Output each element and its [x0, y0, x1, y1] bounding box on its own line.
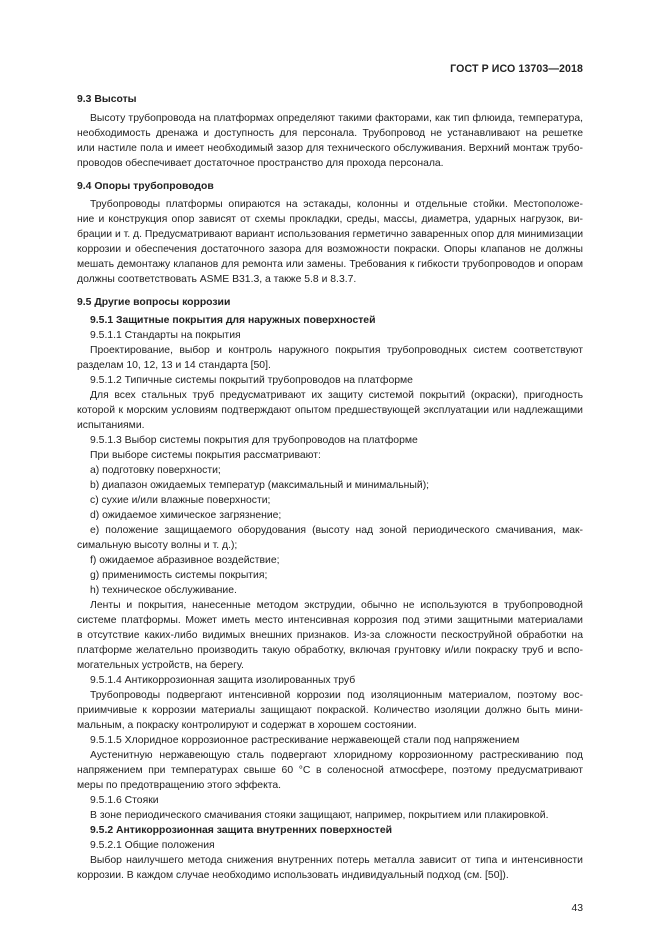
text-line: мешать демонтажу клапанов для ремонта или замены. Требования к гибкости трубопроводов и опорам — [77, 259, 583, 270]
subsection-heading: 9.5.2.1 Общие положения — [90, 840, 215, 851]
text-line: Трубопроводы платформы опираются на эстакады, колонны и отдельные стойки. Местоположе- — [90, 199, 583, 210]
list-item: h) техническое обслуживание. — [90, 585, 237, 596]
section-9-3-heading: 9.3 Высоты — [77, 94, 137, 105]
text-line: или настиле пола и имеет необходимый зазор для технического обслуживания. Верхний монтаж трубо- — [77, 143, 583, 154]
list-item: e) положение защищаемого оборудования (высоту над зоной периодического смачивания, мак- — [90, 525, 583, 536]
subsection-heading: 9.5.1.5 Хлоридное коррозионное растрескивание нержавеющей стали под напряжением — [90, 735, 520, 746]
text-line: Проектирование, выбор и контроль наружного покрытия трубопроводных систем соответствуют — [90, 345, 583, 356]
text-line: могательных устройств, на берегу. — [77, 660, 244, 671]
text-line: Аустенитную нержавеющую сталь подвергают хлоридному коррозионному растрескиванию под — [90, 750, 583, 761]
text-line: напряжением при температурах свыше 60 °C в соленосной атмосфере, поэтому предусматривают — [77, 765, 583, 776]
subsection-heading: 9.5.1.3 Выбор системы покрытия для трубопроводов на платформе — [90, 435, 418, 446]
text-line: платформе желательно производить такую обработку, включая грунтовку и/или покраску труб и вспо- — [77, 645, 583, 656]
text-line: которой к морским условиям подтверждают опытом предшествующей эксплуатации или надлежащими — [77, 405, 583, 416]
section-9-5-heading: 9.5 Другие вопросы коррозии — [77, 297, 231, 308]
text-line: мальным, а покраску контролируют и содержат в хорошем состоянии. — [77, 720, 417, 731]
text-line: Высоту трубопровода на платформах определяют такими факторами, как тип флюида, температура, — [90, 113, 583, 124]
list-item: c) сухие и/или влажные поверхности; — [90, 495, 271, 506]
text-line: В зоне периодического смачивания стояки защищают, например, покрытием или плакировкой. — [90, 810, 549, 821]
standard-header: ГОСТ Р ИСО 13703—2018 — [450, 63, 583, 75]
list-item: f) ожидаемое абразивное воздействие; — [90, 555, 280, 566]
text-line: коррозии и обеспечения достаточного зазора для возможности покраски. Опоры клапанов не должны — [77, 244, 583, 255]
text-line: проводов обеспечивает достаточное пространство для прохода персонала. — [77, 158, 444, 169]
text-line: Выбор наилучшего метода снижения внутренних потерь металла зависит от типа и интенсивности — [90, 855, 583, 866]
text-line: Для всех стальных труб предусматривают их защиту системой покрытий (окраски), пригодность — [90, 390, 583, 401]
text-line: разделам 10, 12, 13 и 14 стандарта [50]. — [77, 360, 271, 371]
text-line: в отсутствие каких-либо видимых внешних признаков. Из-за сложности пескоструйной обработки на — [77, 630, 583, 641]
list-item: a) подготовку поверхности; — [90, 465, 221, 476]
section-9-4-heading: 9.4 Опоры трубопроводов — [77, 181, 214, 192]
page-number: 43 — [571, 903, 583, 914]
text-line: брации и т. д. Предусматривают вариант использования герметично заваренных опор для минимизации — [77, 229, 584, 240]
text-line: испытаниями. — [77, 420, 145, 431]
text-line: приимчивые к коррозии материалы защищают покраской. Количество изоляции должно быть мини- — [77, 705, 583, 716]
text-line: симальную высоту волны и т. д.); — [77, 540, 238, 551]
text-line: меры по предотвращению этого эффекта. — [77, 780, 282, 791]
subsection-heading: 9.5.1.4 Антикоррозионная защита изолированных труб — [90, 675, 356, 686]
subsection-heading: 9.5.1.1 Стандарты на покрытия — [90, 330, 241, 341]
text-line: системе платформы. Может иметь место интенсивная коррозия под этими защитными материалами — [77, 615, 583, 626]
text-line: необходимость дренажа и доступность для персонала. Трубопровод не устанавливают на решетке — [77, 128, 583, 139]
text-line: При выборе системы покрытия рассматривают: — [90, 450, 321, 461]
list-item: g) применимость системы покрытия; — [90, 570, 268, 581]
subsection-heading: 9.5.1.6 Стояки — [90, 795, 159, 806]
list-item: d) ожидаемое химическое загрязнение; — [90, 510, 282, 521]
section-9-5-2-heading: 9.5.2 Антикоррозионная защита внутренних поверхностей — [90, 825, 393, 836]
text-line: должны соответствовать ASME B31.3, а также 5.8 и 8.3.7. — [77, 274, 357, 285]
text-line: Ленты и покрытия, нанесенные методом экструдии, обычно не используются в трубопроводной — [90, 600, 583, 611]
subsection-heading: 9.5.1.2 Типичные системы покрытий трубопроводов на платформе — [90, 375, 413, 386]
text-line: ние и конструкция опор зависят от схемы прокладки, среды, массы, диаметра, ударных нагрузок, ви- — [77, 214, 583, 225]
list-item: b) диапазон ожидаемых температур (максимальный и минимальный); — [90, 480, 430, 491]
text-line: коррозии. В каждом случае необходимо использовать индивидуальный подход (см. [50]). — [77, 870, 509, 881]
section-9-5-1-heading: 9.5.1 Защитные покрытия для наружных поверхностей — [90, 315, 376, 326]
text-line: Трубопроводы подвергают интенсивной коррозии под изоляционным материалом, поэтому вос- — [90, 690, 583, 701]
